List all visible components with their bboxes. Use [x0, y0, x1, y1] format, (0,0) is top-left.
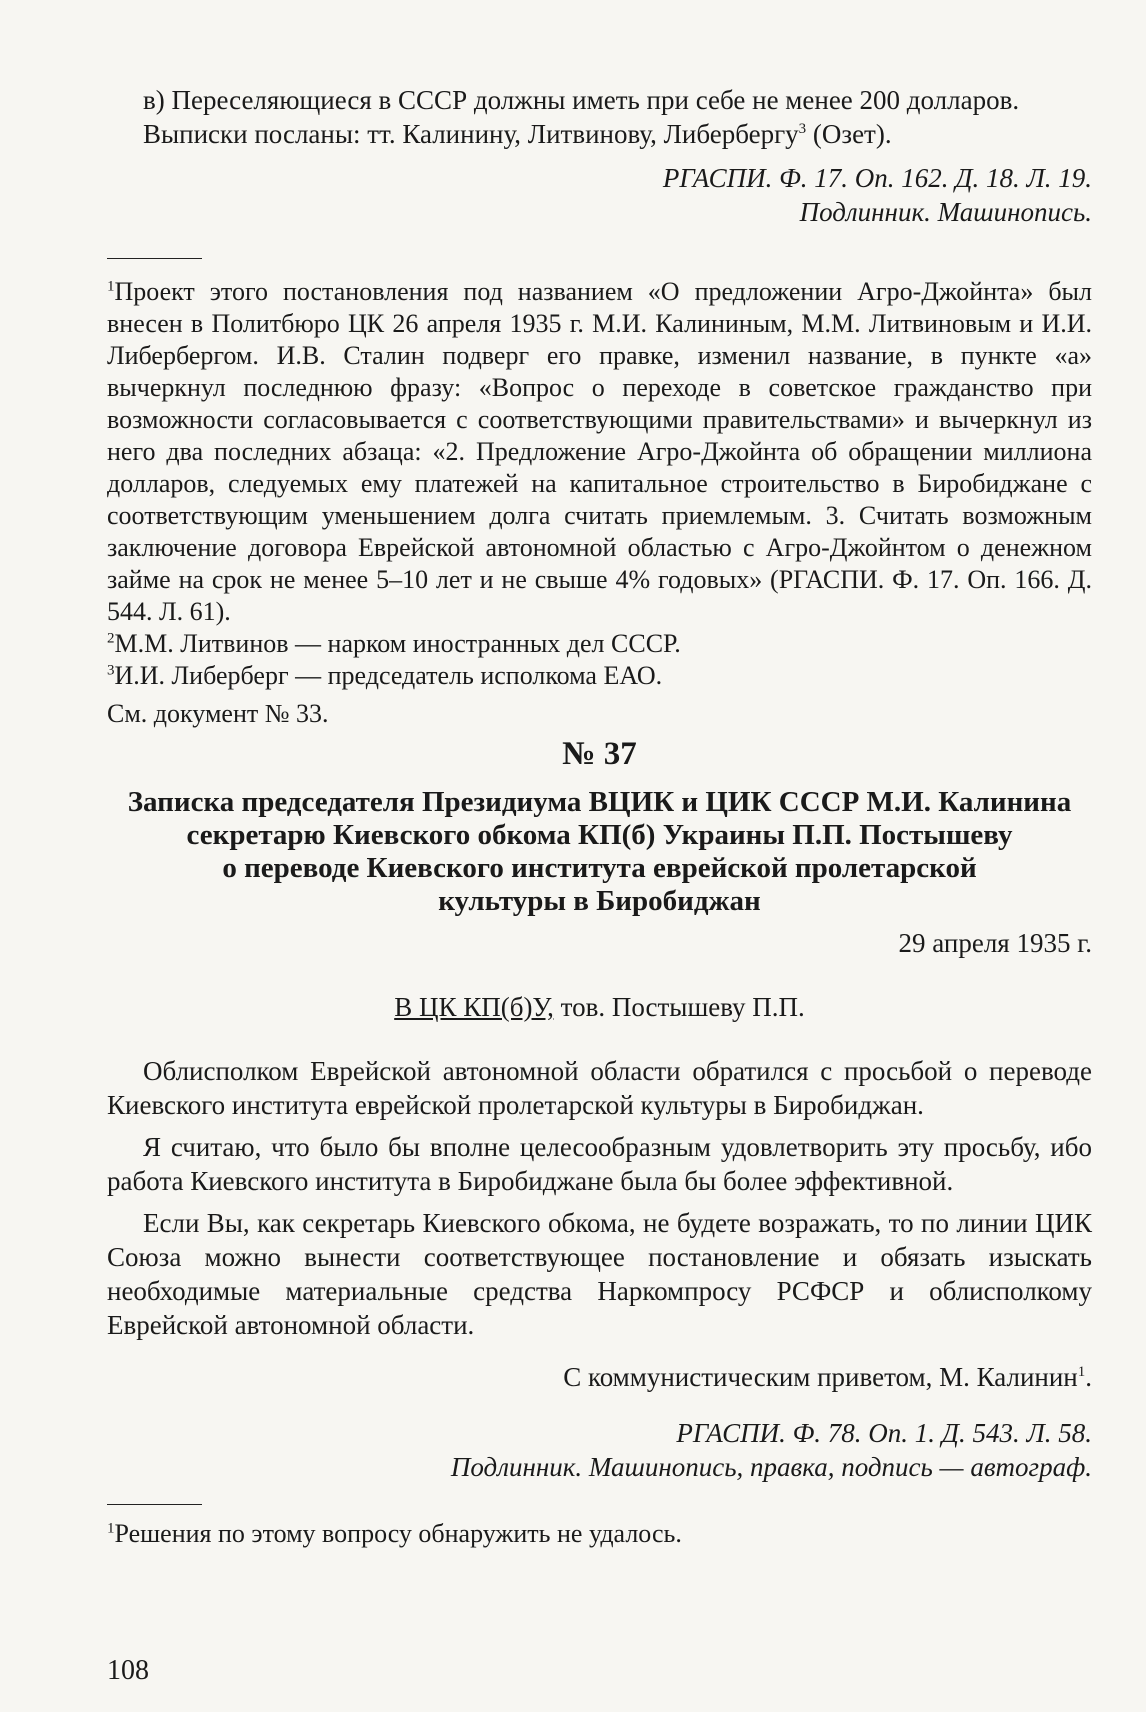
- document-title: Записка председателя Президиума ВЦИК и ЦИК СССР М.И. Калинина секретарю Киевского обкома КП(б) Украины П.П. Постышеву о переводе Киевского института еврейской пролетарской культуры в Биробиджан: [127, 786, 1072, 917]
- document-date: 29 апреля 1935 г.: [898, 928, 1092, 958]
- original-note-2: Подлинник. Машинопись, правка, подпись — автограф.: [450, 1452, 1092, 1482]
- footnote-3: $^3$И.И. Либерберг — председатель исполкома ЕАО.: [107, 661, 663, 690]
- archive-ref: РГАСПИ. Ф. 17. Оп. 162. Д. 18. Л. 19.: [662, 163, 1092, 193]
- archive-ref-2: РГАСПИ. Ф. 78. Оп. 1. Д. 543. Л. 58.: [676, 1418, 1092, 1448]
- paragraph-3: Если Вы, как секретарь Киевского обкома, не будете возражать, то по линии ЦИК Союза можно вынести соответствующее постановление и обязать изыскать необходимые материальные средства Наркомпросу РСФСР и облисполкому Еврейской автономной области.: [107, 1208, 1092, 1340]
- paragraph-2: Я считаю, что было бы вполне целесообразным удовлетворить эту просьбу, ибо работа Киевского института в Биробиджане была бы более эффективной.: [107, 1132, 1092, 1196]
- sent-line: Выписки посланы: тт. Калинину, Литвинову, Либербергу$^3$ (Озет).: [143, 119, 892, 149]
- item-v: в) Переселяющиеся в СССР должны иметь при себе не менее 200 долларов.: [143, 85, 1020, 115]
- top-block: [107, 83, 1092, 229]
- footnotes-top: [107, 276, 1092, 730]
- original-note: Подлинник. Машинопись.: [799, 197, 1092, 227]
- document-number: № 37: [562, 736, 637, 772]
- footnote-2: $^2$М.М. Литвинов — нарком иностранных дел СССР.: [107, 629, 681, 658]
- signature: С коммунистическим приветом, М. Калинин$^1$.: [563, 1362, 1092, 1392]
- addressee: В ЦК КП(б)У, тов. Постышеву П.П.: [394, 992, 805, 1022]
- paragraph-1: Облисполком Еврейской автономной области обратился с просьбой о переводе Киевского института еврейской пролетарской культуры в Биробиджан.: [107, 1056, 1092, 1120]
- footnote-1: $^1$Проект этого постановления под названием «О предложении Агро-Джойнта» был внесен в Политбюро ЦК 26 апреля 1935 г. М.И. Калининым, М.М. Литвиновым и И.И. Либербергом. И.В. Сталин подверг его правке, изменил название, в пункте «а» вычеркнул последнюю фразу: «Вопрос о переходе в советское гражданство при возможности согласовывается с соответствующими правительствами» и вычеркнул из него два последних абзаца: «2. Предложение Агро-Джойнта об обращении миллиона долларов, следуемых ему платежей на капитальное строительство в Биробиджане с соответствующим уменьшением долга считать приемлемым. 3. Считать возможным заключение договора Еврейской автономной областью с Агро-Джойнтом о денежном займе на срок не менее 5–10 лет и не свыше 4% годовых» (РГАСПИ. Ф. 17. Оп. 166. Д. 544. Л. 61).: [107, 277, 1092, 626]
- footnote-bottom: $^1$Решения по этому вопросу обнаружить не удалось.: [107, 1519, 682, 1548]
- document-body: [107, 926, 1092, 1484]
- see-document: См. документ № 33.: [107, 699, 329, 728]
- footnote-rule-2: [107, 1504, 202, 1505]
- footnote-rule: [107, 258, 202, 259]
- page-number: 108: [107, 1655, 149, 1686]
